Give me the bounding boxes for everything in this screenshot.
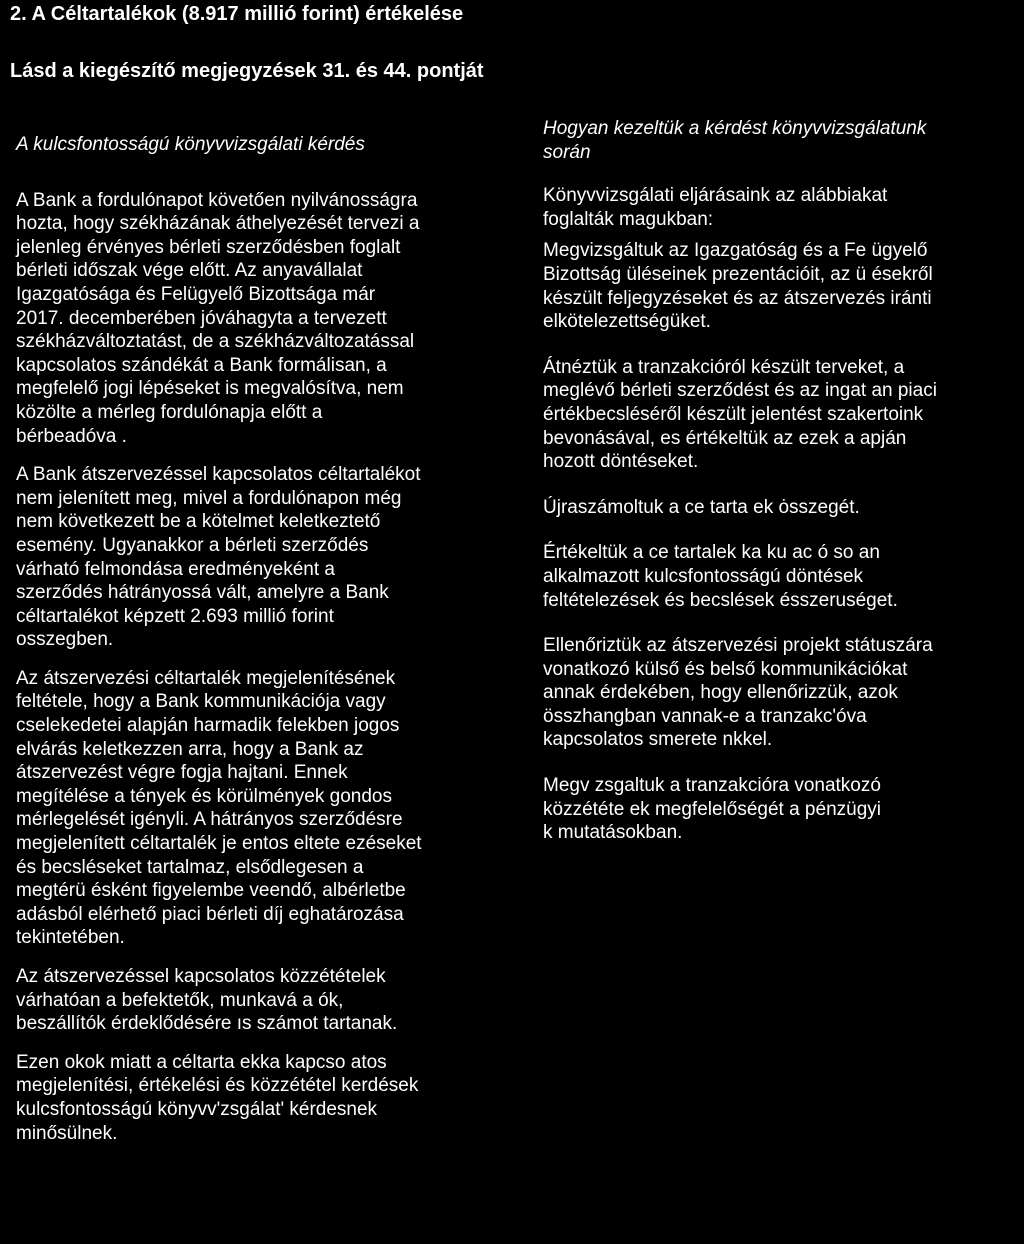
text-line: várható felmondása eredményeként a xyxy=(16,558,335,580)
paragraph xyxy=(543,774,1021,845)
text-line: megjelenített céltartalék je entos eltete ezéseket xyxy=(16,833,422,855)
text-line: átszervezést végre fogja hajtani. Ennek xyxy=(16,762,348,784)
text-line: meglévő bérleti szerződést és az ingat an piaci xyxy=(543,380,937,402)
text-line: Megvizsgáltuk az Igazgatóság és a Fe ügyelő xyxy=(543,240,928,262)
text-line: osszegben. xyxy=(16,629,114,651)
text-line: értékbecsléséről készült jelentést szakertoink xyxy=(543,403,924,425)
text-line: során xyxy=(543,141,591,163)
paragraph xyxy=(543,184,1021,231)
text-line: közzététe ek megfelelőségét a pénzügyi xyxy=(543,798,881,820)
text-line: megfelelő jogi lépéseket is megvalósítva, nem xyxy=(16,378,404,400)
text-line: minősülnek. xyxy=(16,1122,118,1144)
text-line: Értékeltük a ce tartalek ka ku ac ó so an xyxy=(543,542,880,564)
paragraph xyxy=(543,541,1021,612)
text-line: vonatkozó külső és belső kommunikációkat xyxy=(543,658,908,680)
text-line: feltételezések és becslések ésszeruséget. xyxy=(543,589,898,611)
text-line: tekintetében. xyxy=(16,927,125,949)
reference-note: Lásd a kiegészítő megjegyzések 31. és 44. pontját xyxy=(10,60,484,82)
text-line: elkötelezettségüket. xyxy=(543,311,711,333)
text-line: hozta, hogy székházának áthelyezését tervezi a xyxy=(16,213,420,235)
text-line: bérleti időszak vége előtt. Az anyavállalat xyxy=(16,260,363,282)
text-line: nem jelenített meg, mivel a fordulónapon még xyxy=(16,487,402,509)
paragraph xyxy=(543,496,1021,520)
text-line: készült feljegyzéseket és az átszervezés iránti xyxy=(543,287,932,309)
text-line: beszállítók érdeklődésére ıs számot tartanak. xyxy=(16,1013,398,1035)
text-line: mérlegelését igényli. A hátrányos szerződésre xyxy=(16,809,403,831)
text-line: A Bank átszervezéssel kapcsolatos céltartalékot xyxy=(16,464,421,486)
text-line: Könyvvizsgálati eljárásaink az alábbiakat xyxy=(543,185,888,207)
text-line: céltartalékot képzett 2.693 millió forint xyxy=(16,605,334,627)
paragraph xyxy=(543,356,1021,474)
text-line: Bizottság üléseinek prezentációit, az ü ésekről xyxy=(543,263,933,285)
text-line: megjelenítési, értékelési és közzététel kerdések xyxy=(16,1075,419,1097)
text-line: cselekedetei alapján harmadik felekben jogos xyxy=(16,715,400,737)
text-line: 2017. decemberében jóváhagyta a tervezett xyxy=(16,307,387,329)
section-title: 2. A Céltartalékok (8.917 millió forint) értékelése xyxy=(10,3,464,25)
text-line: kulcsfontosságú könyvv'zsgálat' kérdesnek xyxy=(16,1098,378,1120)
text-line: jelenleg érvényes bérleti szerződésben foglalt xyxy=(16,236,401,258)
text-line: Megv zsgaltuk a tranzakcióra vonatkozó xyxy=(543,775,881,797)
text-line: adásból elérhető piaci bérleti díj eghatározása xyxy=(16,903,404,925)
text-line: hozott döntéseket. xyxy=(543,451,699,473)
paragraph xyxy=(16,965,521,1036)
audit-response-column xyxy=(543,117,1021,867)
text-line: nem következett be a kötelmet keletkeztető xyxy=(16,511,381,533)
text-line: Átnéztük a tranzakcióról készült terveket, a xyxy=(543,356,905,378)
text-line: Újraszámoltuk a ce tarta ek ȯsszegét. xyxy=(543,496,860,518)
text-line: A Bank a fordulónapot követően nyilvánosságra xyxy=(16,189,418,211)
paragraph xyxy=(16,1051,521,1145)
text-line: Ellenőriztük az átszervezési projekt státuszára xyxy=(543,635,933,657)
text-line: k mutatásokban. xyxy=(543,822,683,844)
right-column-body xyxy=(543,184,1021,845)
text-line: bevonásával, es értékeltük az ezek a apján xyxy=(543,427,907,449)
text-line: Az átszervezéssel kapcsolatos közzétételek xyxy=(16,966,386,987)
text-line: közölte a mérleg fordulónapja előtt a xyxy=(16,401,323,423)
text-line: székházváltoztatást, de a székházváltozatással xyxy=(16,331,415,353)
text-line: annak érdekében, hogy ellenőrizzük, azok xyxy=(543,682,898,704)
text-line: kapcsolatos smerete nkkel. xyxy=(543,729,773,751)
text-line: szerződés hátrányossá vált, amelyre a Bank xyxy=(16,582,389,604)
paragraph xyxy=(543,239,1021,333)
text-line: várhatóan a befektetők, munkavá a ók, xyxy=(16,989,344,1011)
right-column-title xyxy=(543,117,1021,164)
text-line: Hogyan kezeltük a kérdést könyvvizsgálatunk xyxy=(543,118,927,139)
text-line: elvárás keletkezzen arra, hogy a Bank az xyxy=(16,738,364,760)
left-column-title: A kulcsfontosságú könyvvizsgálati kérdés xyxy=(16,134,365,155)
text-line: megtérü ésként figyelembe veendő, albérletbe xyxy=(16,880,406,902)
paragraph xyxy=(543,634,1021,752)
text-line: Igazgatósága és Felügyelő Bizottsága már xyxy=(16,283,376,305)
text-line: feltétele, hogy a Bank kommunikációja vagy xyxy=(16,691,386,713)
text-line: esemény. Ugyanakkor a bérleti szerződés xyxy=(16,534,369,556)
left-column-body xyxy=(16,189,521,1146)
text-line: és becsléseket tartalmaz, elsődlegesen a xyxy=(16,856,364,878)
text-line: Ezen okok miatt a céltarta ekka kapcso atos xyxy=(16,1051,387,1073)
text-line: Az átszervezési céltartalék megjelenítésének xyxy=(16,667,396,689)
text-line: kapcsolatos szándékát a Bank formálisan, a xyxy=(16,354,387,376)
text-line: összhangban vannak-e a tranzakc'óva xyxy=(543,705,867,727)
paragraph xyxy=(16,189,521,449)
paragraph xyxy=(16,667,521,950)
text-line: foglalták magukban: xyxy=(543,208,714,230)
text-line: megítélése a tények és körülmények gondos xyxy=(16,785,392,807)
paragraph xyxy=(16,463,521,652)
key-audit-matter-column xyxy=(16,133,521,1160)
text-line: bérbeadóva . xyxy=(16,425,127,447)
text-line: alkalmazott kulcsfontosságú döntések xyxy=(543,565,864,587)
